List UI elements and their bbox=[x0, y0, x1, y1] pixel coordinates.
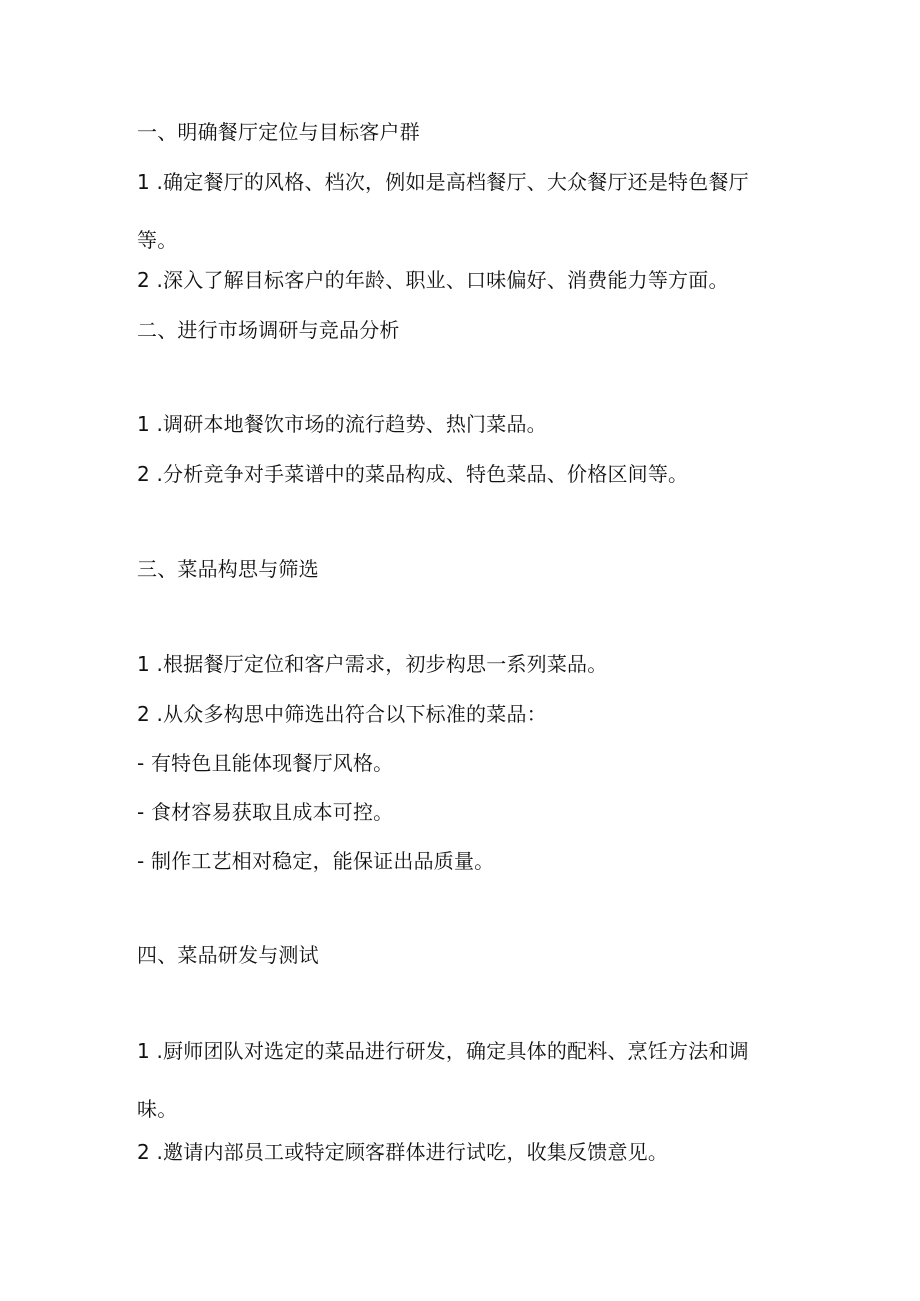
section-4-heading: 四、菜品研发与测试 bbox=[137, 943, 319, 967]
section-3-item-1: 1 .根据餐厅定位和客户需求，初步构思一系列菜品。 bbox=[137, 652, 608, 676]
section-3-heading: 三、菜品构思与筛选 bbox=[137, 557, 319, 581]
section-3-bullet-3: - 制作工艺相对稳定，能保证出品质量。 bbox=[137, 849, 495, 873]
section-1-heading: 一、明确餐厅定位与目标客户群 bbox=[137, 120, 420, 144]
section-2-item-2: 2 .分析竞争对手菜谱中的菜品构成、特色菜品、价格区间等。 bbox=[137, 462, 689, 486]
section-2-heading: 二、进行市场调研与竞品分析 bbox=[137, 318, 400, 342]
section-3-bullet-2: - 食材容易获取且成本可控。 bbox=[137, 800, 394, 824]
section-4-item-1: 1 .厨师团队对选定的菜品进行研发，确定具体的配料、烹饪方法和调味。 bbox=[137, 1039, 749, 1121]
section-4-item-2: 2 .邀请内部员工或特定顾客群体进行试吃，收集反馈意见。 bbox=[137, 1140, 669, 1164]
section-1-item-2: 2 .深入了解目标客户的年龄、职业、口味偏好、消费能力等方面。 bbox=[137, 268, 729, 292]
section-2-item-1: 1 .调研本地餐饮市场的流行趋势、热门菜品。 bbox=[137, 412, 547, 436]
section-3-bullet-1: - 有特色且能体现餐厅风格。 bbox=[137, 751, 394, 775]
section-3-item-2: 2 .从众多构思中筛选出符合以下标准的菜品： bbox=[137, 702, 547, 726]
section-1-item-1: 1 .确定餐厅的风格、档次，例如是高档餐厅、大众餐厅还是特色餐厅等。 bbox=[137, 170, 749, 252]
